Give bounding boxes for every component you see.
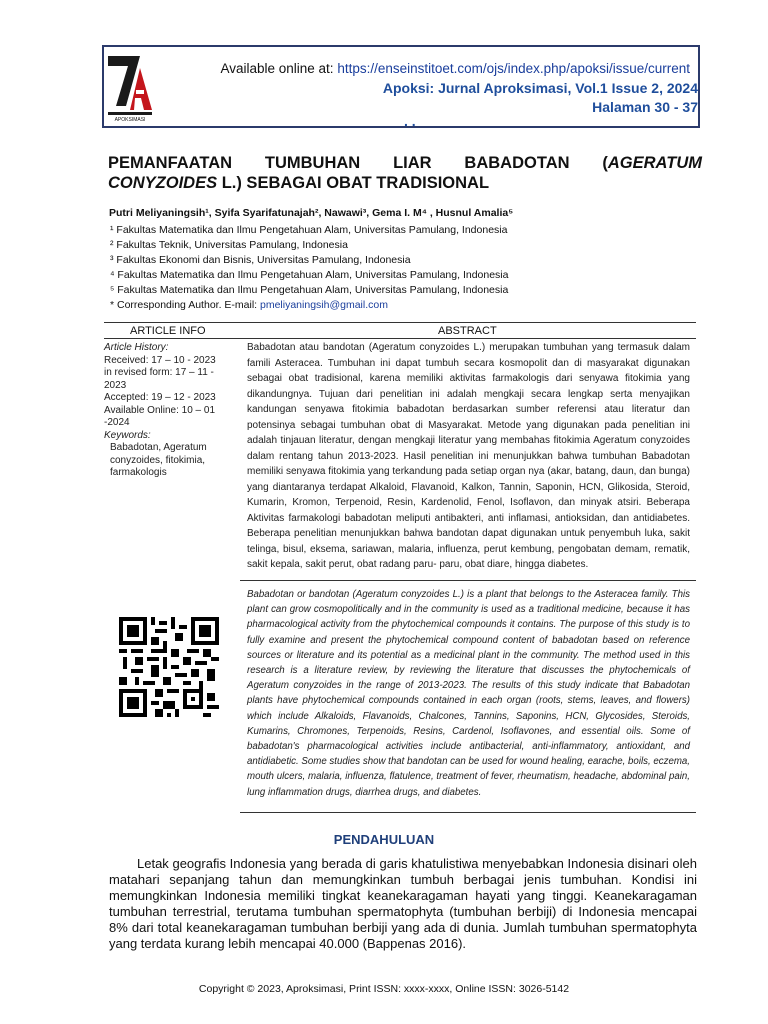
corresponding-author: [110, 299, 388, 311]
rule-mid: [240, 580, 696, 581]
affiliation-3: ³ Fakultas Ekonomi dan Bisnis, Universitas Pamulang, Indonesia: [110, 254, 411, 266]
paper-title-line1: PEMANFAATAN TUMBUHAN LIAR BABADOTAN (AGERATUM: [108, 154, 702, 172]
svg-text:APOKSIMASI: APOKSIMASI: [114, 117, 146, 122]
abstract-english: Babadotan or bandotan (Ageratum conyzoides L.) is a plant that belongs to the Asteracea family. This plant can grow cosmopolitically and in the community is used as a traditional medicine, because it has pharmacological activity from the phytochemical compounds it contains. The purpose of this study is to fully examine and present the phytochemical compound content of babadotan based on reference sources or literature and its potential as a medicinal plant in the community. The method used in this research is a literature review, by reviewing the literature that discusses the phytochemicals of Ageratum conyzoides in the range of 2013-2023. The results of this study indicate that Babadotan plants have phytochemical compounds contained in each organ (roots, stems, leaves, and flowers) which include Alkaloids, Flavanoids, Chalcones, Tannins, Saponins, HCN, Glycosides, Steroids, Kumarins, Chromones, Terpenoids, Resins, Cardenol, Isoflavones, and essential oils. Some of babadotan's pharmacological activities include antibacterial, anti-inflammatory, antioxidant, and antidiabetic. Some studies show that bandotan can be used for wound healing, earache, boils, eczema, mouth ulcers, malaria, influenza, flatulence, treatment of fever, rheumatism, headache, abdominal pain, lung inflammation drugs, diarrhea drugs, and diabetes.: [247, 589, 690, 798]
rule-head: [104, 338, 696, 339]
online-date: Available Online: 10 – 01 -2024: [104, 404, 216, 428]
intro-text: Letak geografis Indonesia yang berada di garis khatulistiwa menyebabkan Indonesia disinari oleh matahari sepanjang tahun dan memungkinkan tumbuh berbagai jenis tumbuhan. Kondisi ini memungkinkan Indonesia memiliki tingkat keanekaragaman hayati yang tinggi. Keanekaragaman tumbuhan terrestrial, terutama tumbuhan spermatophyta (tumbuhan berbiji) di Indonesia mencapai 8% dari total keanekaragaman tumbuhan berbiji yang ada di dunia. Jumlah tumbuhan spermatophyta yang terdata kurang lebih mencapai 40.000 (Bappenas 2016).: [109, 856, 697, 951]
qr-code-icon[interactable]: [119, 617, 219, 717]
paper-title-line2: CONYZOIDES L.) SEBAGAI OBAT TRADISIONAL: [108, 174, 490, 192]
keywords-label: Keywords:: [104, 429, 151, 441]
corresponding-label: * Corresponding Author. E-mail:: [110, 299, 260, 311]
affiliation-5: ⁵ Fakultas Matematika dan Ilmu Pengetahuan Alam, Universitas Pamulang, Indonesia: [110, 284, 509, 296]
received-date: Received: 17 – 10 - 2023: [104, 354, 216, 366]
abstract-indonesian: Babadotan atau bandotan (Ageratum conyzoides L.) merupakan tumbuhan yang termasuk dalam famili Asteracea. Tumbuhan ini dapat tumbuh secara kosmopolit dan di masyarakat digunakan sebagai obat tradisional, karena memiliki aktivitas farmakologis dari senyawa fitokimia yang dikandungnya. Tujuan dari penelitian ini adalah mengkaji secara lengkap serta menyajikan kandungan senyawa fitokimia babadotan berdasarkan sumber referensi atau literatur dan potensinya sebagai tumbuhan obat di Masyarakat. Metode yang digunakan pada penelitian ini adalah tinjauan literatur, dengan mengkaji literatur yang membahas fitokimia Ageratum conyzoides dalam rentang tahun 2013-2023. Hasil penelitian ini menunjukkan bahwa tumbuhan Babadotan memiliki senyawa fitokimia yang terkandung pada setiap organ nya (akar, batang, daun, dan bunga) yang diantaranya terdapat Alkaloid, Flavanoid, Kalkon, Tannin, Saponin, HCN, Glikosida, Steroid, Kumarin, Kromon, Terpenoid, Resin, Kardenolid, Fenol, Isoflavon, dan minyak atsiri. Beberapa Aktivitas farmakologi babadotan meliputi antibakteri, anti inflamasi, antioksidan, dan antidiabetes. Beberapa penelitian menunjukkan bahwa bandotan dapat digunakan untuk penyembuh luka, sakit telinga, bisul, eksema, sariawan, malaria, influenza, perut kembung, pengobatan demam, rematik, sakit kepala, sakit perut, obat radang paru- paru, obat diare, hingga diabetes.: [247, 342, 690, 570]
article-info-heading: ARTICLE INFO: [130, 325, 206, 337]
header-dots: . .: [404, 113, 416, 129]
article-info: [104, 342, 228, 480]
rule-bottom: [240, 812, 696, 813]
revised-date: in revised form: 17 – 11 - 2023: [104, 367, 214, 391]
history-label: Article History:: [104, 342, 169, 353]
introduction-paragraph: [109, 856, 697, 952]
corresponding-email-link[interactable]: pmeliyaningsih@gmail.com: [260, 299, 388, 311]
accepted-date: Accepted: 19 – 12 - 2023: [104, 392, 216, 403]
affiliation-4: ⁴ Fakultas Matematika dan Ilmu Pengetahuan Alam, Universitas Pamulang, Indonesia: [110, 269, 509, 281]
affiliation-2: ² Fakultas Teknik, Universitas Pamulang, Indonesia: [110, 239, 348, 251]
affiliation-1: ¹ Fakultas Matematika dan Ilmu Pengetahuan Alam, Universitas Pamulang, Indonesia: [110, 224, 508, 236]
journal-name: Apoksi: Jurnal Aproksimasi, Vol.1 Issue 2, 2024: [382, 80, 698, 96]
section-heading: PENDAHULUAN: [333, 832, 435, 847]
journal-url-link[interactable]: https://enseinstitoet.com/ojs/index.php/apoksi/issue/current: [337, 61, 690, 76]
copyright-footer: Copyright © 2023, Aproksimasi, Print ISSN: xxxx-xxxx, Online ISSN: 3026-5142: [198, 983, 570, 995]
abstract-heading: ABSTRACT: [438, 325, 497, 337]
available-label: Available online at:: [220, 61, 334, 76]
author-list: Putri Meliyaningsih¹, Syifa Syarifatunajah², Nawawi³, Gema I. M⁴ , Husnul Amalia⁵: [109, 207, 514, 219]
rule-top: [104, 322, 696, 323]
page-range: Halaman 30 - 37: [592, 99, 698, 115]
keywords-list: Babadotan, Ageratum conyzoides, fitokimia, farmakologis: [110, 442, 207, 478]
journal-logo: [106, 50, 154, 122]
available-online: [220, 61, 690, 76]
